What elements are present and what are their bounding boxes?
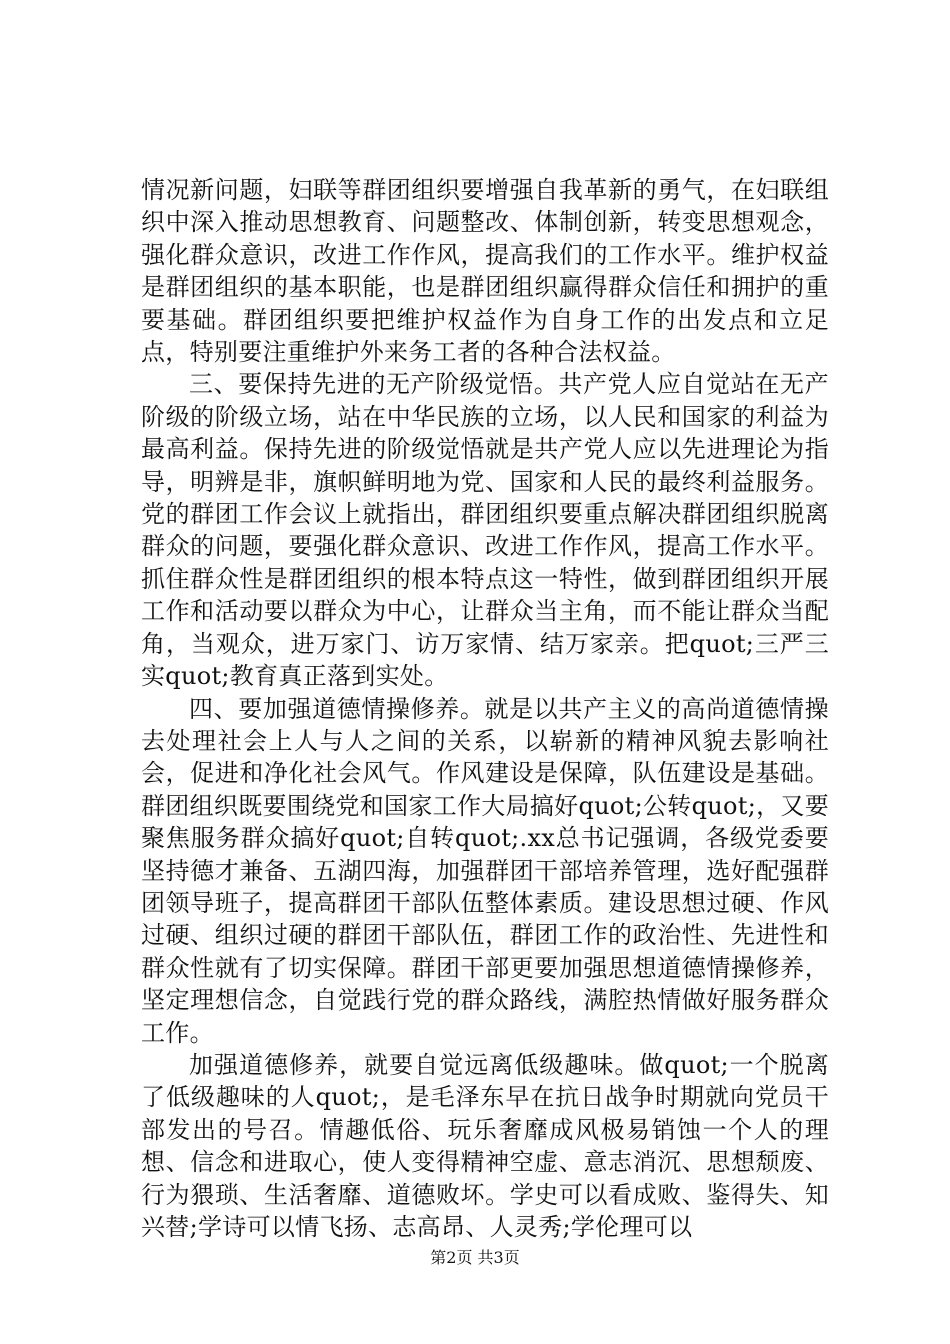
- page-number-indicator: 第2页 共3页: [430, 1248, 520, 1267]
- paragraph-moral-cultivation: 加强道德修养，就要自觉远离低级趣味。做quot;一个脱离了低级趣味的人quot;，是毛泽东早在抗日战争时期就向党员干部发出的号召。情趣低俗、玩乐奢靡成风极易销蚀一个人的理想、信念和进取心，使人变得精神空虚、意志消沉、思想颓废、行为猥琐、生活奢靡、道德败坏。学史可以看成败、鉴得失、知兴替;学诗可以情飞扬、志高昂、人灵秀;学伦理可以: [141, 1050, 829, 1241]
- paragraph-section-four: 四、要加强道德情操修养。就是以共产主义的高尚道德情操去处理社会上人与人之间的关系，以崭新的精神风貌去影响社会，促进和净化社会风气。作风建设是保障，队伍建设是基础。群团组织既要围绕党和国家工作大局搞好quot;公转quot;，又要聚焦服务群众搞好quot;自转quot;.xx总书记强调，各级党委要坚持德才兼备、五湖四海，加强群团干部培养管理，选好配强群团领导班子，提高群团干部队伍整体素质。建设思想过硬、作风过硬、组织过硬的群团干部队伍，群团工作的政治性、先进性和群众性就有了切实保障。群团干部更要加强思想道德情操修养，坚定理想信念，自觉践行党的群众路线，满腔热情做好服务群众工作。: [141, 694, 829, 1047]
- document-body: [141, 174, 829, 1243]
- paragraph-continuation: 情况新问题，妇联等群团组织要增强自我革新的勇气，在妇联组织中深入推动思想教育、问题整改、体制创新，转变思想观念，强化群众意识，改进工作作风，提高我们的工作水平。维护权益是群团组织的基本职能，也是群团组织赢得群众信任和拥护的重要基础。群团组织要把维护权益作为自身工作的出发点和立足点，特别要注重维护外来务工者的各种合法权益。: [141, 176, 829, 367]
- page-footer: [0, 1248, 950, 1268]
- paragraph-section-three: 三、要保持先进的无产阶级觉悟。共产党人应自觉站在无产阶级的阶级立场，站在中华民族的立场，以人民和国家的利益为最高利益。保持先进的阶级觉悟就是共产党人应以先进理论为指导，明辨是非，旗帜鲜明地为党、国家和人民的最终利益服务。党的群团工作会议上就指出，群团组织要重点解决群团组织脱离群众的问题，要强化群众意识、改进工作作风，提高工作水平。抓住群众性是群团组织的根本特点这一特性，做到群团组织开展工作和活动要以群众为中心，让群众当主角，而不能让群众当配角，当观众，进万家门、访万家情、结万家亲。把quot;三严三实quot;教育真正落到实处。: [141, 370, 829, 691]
